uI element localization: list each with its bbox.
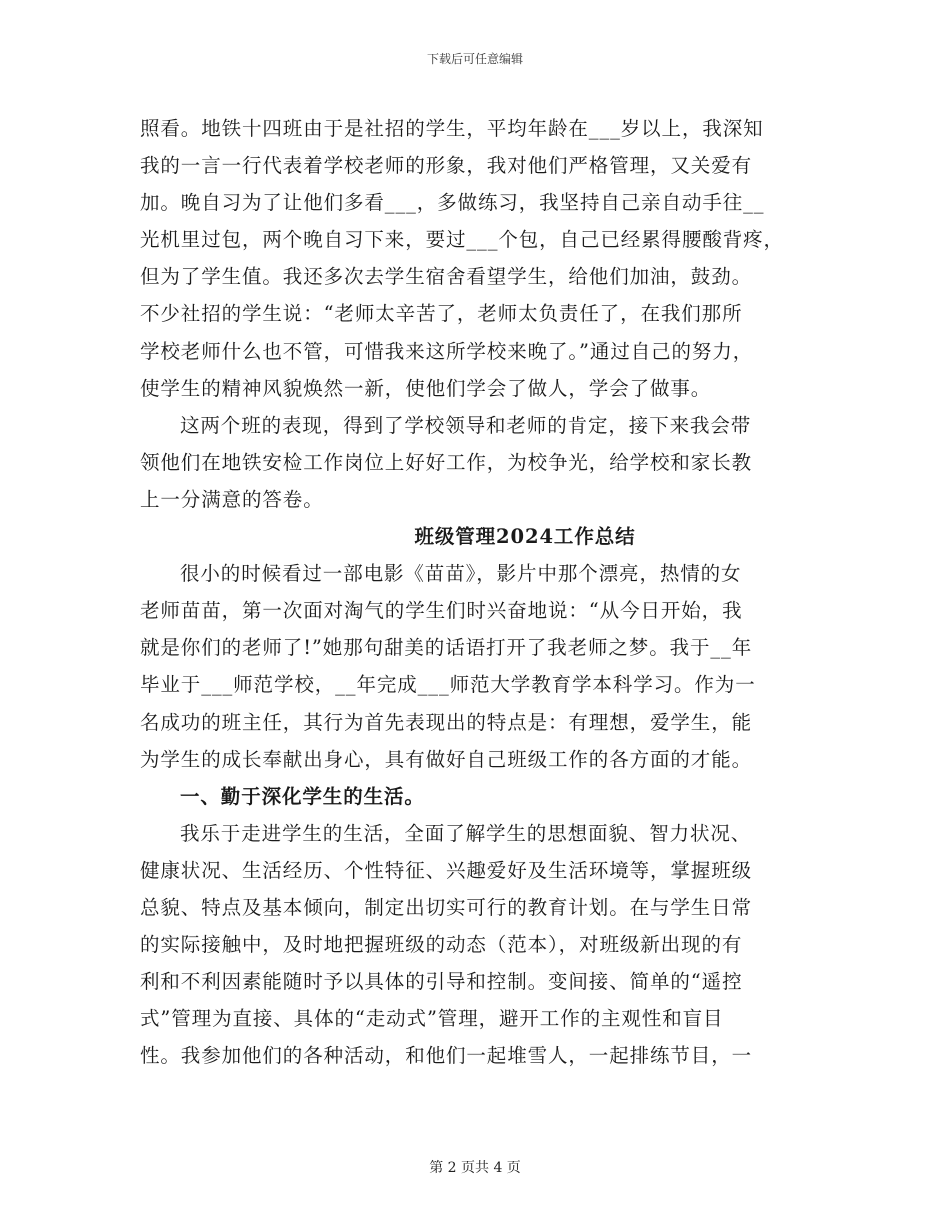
text-line: 就是你们的老师了!”她那句甜美的话语打开了我老师之梦。我于__年 xyxy=(140,636,753,660)
document-body xyxy=(140,110,820,1074)
text-line: 利和不利因素能随时予以具体的引导和控制。变间接、简单的“遥控 xyxy=(140,970,743,994)
heading-1: 一、勤于深化学生的生活。 xyxy=(180,784,425,808)
text-line: 总貌、特点及基本倾向，制定出切实可行的教育计划。在与学生日常 xyxy=(140,895,753,919)
text-line: 我的一言一行代表着学校老师的形象，我对他们严格管理，又关爱有 xyxy=(140,154,753,178)
text-line: 照看。地铁十四班由于是社招的学生，平均年龄在___岁以上，我深知 xyxy=(140,117,764,140)
text-line: 不少社招的学生说：“老师太辛苦了，老师太负责任了，在我们那所 xyxy=(140,302,743,326)
paragraph-3 xyxy=(140,555,820,778)
text-line: 但为了学生值。我还多次去学生宿舍看望学生，给他们加油，鼓劲。 xyxy=(140,265,753,289)
text-line: 性。我参加他们的各种活动，和他们一起堆雪人，一起排练节目，一 xyxy=(140,1044,753,1068)
header-note: 下载后可任意编辑 xyxy=(426,52,523,66)
text-line: 毕业于___师范学校，__年完成___师范大学教育学本科学习。作为一 xyxy=(140,673,756,697)
text-line: 很小的时候看过一部电影《苗苗》，影片中那个漂亮，热情的女 xyxy=(180,562,742,586)
paragraph-1 xyxy=(140,110,820,407)
text-line: 老师苗苗，第一次面对淘气的学生们时兴奋地说：“从今日开始，我 xyxy=(140,599,743,623)
text-line: 为学生的成长奉献出身心，具有做好自己班级工作的各方面的才能。 xyxy=(140,747,753,771)
text-line: 这两个班的表现，得到了学校领导和老师的肯定，接下来我会带 xyxy=(180,413,752,437)
page-number: 第 2 页共 4 页 xyxy=(429,1160,521,1176)
text-line: 名成功的班主任，其行为首先表现出的特点是：有理想，爱学生，能 xyxy=(140,710,753,734)
text-line: 学校老师什么也不管，可惜我来这所学校来晚了。”通过自己的努力， xyxy=(140,339,754,363)
text-line: 上一分满意的答卷。 xyxy=(140,487,324,511)
text-line: 加。晚自习为了让他们多看___，多做练习，我坚持自己亲自动手往__ xyxy=(140,191,765,215)
paragraph-4 xyxy=(140,815,820,1075)
paragraph-2 xyxy=(140,407,820,518)
text-line: 领他们在地铁安检工作岗位上好好工作，为校争光，给学校和家长教 xyxy=(140,450,753,474)
text-line: 光机里过包，两个晚自习下来，要过___个包，自己已经累得腰酸背疼， xyxy=(140,228,784,252)
section-title: 班级管理2024工作总结 xyxy=(414,525,636,549)
text-line: 使学生的精神风貌焕然一新，使他们学会了做人，学会了做事。 xyxy=(140,376,712,400)
text-line: 我乐于走进学生的生活，全面了解学生的思想面貌、智力状况、 xyxy=(180,821,752,845)
text-line: 健康状况、生活经历、个性特征、兴趣爱好及生活环境等，掌握班级 xyxy=(140,858,753,882)
text-line: 式”管理为直接、具体的“走动式”管理，避开工作的主观性和盲目 xyxy=(140,1007,724,1031)
text-line: 的实际接触中，及时地把握班级的动态（范本），对班级新出现的有 xyxy=(140,933,743,957)
